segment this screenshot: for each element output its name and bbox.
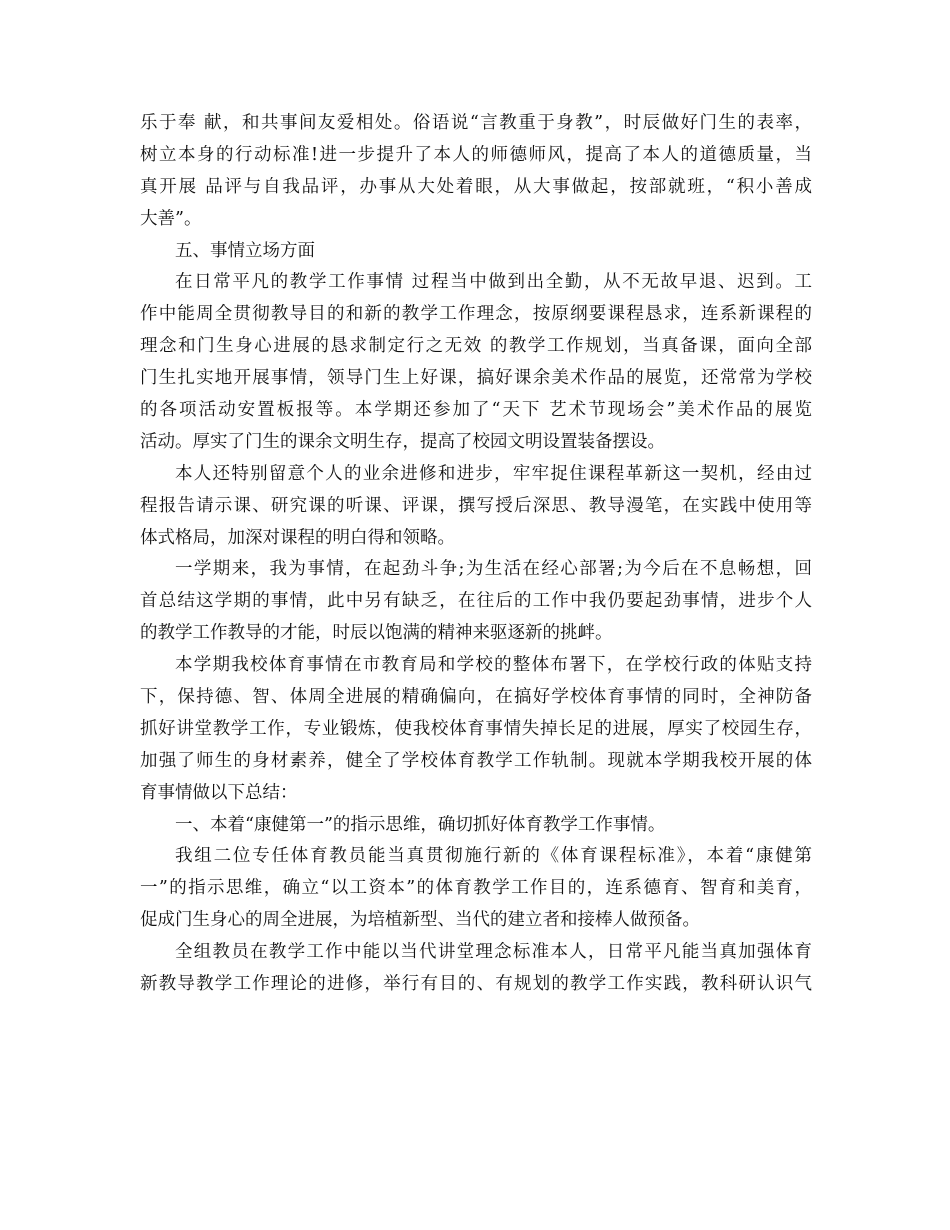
text-line-8: 理念和门生身心进展的恳求制定行之无效 的教学工作规划，当真备课，面向全部 xyxy=(140,336,812,357)
text-line-27: 全组教员在教学工作中能以当代讲堂理念标准本人，日常平凡能当真加强体育 xyxy=(175,942,812,963)
text-line-10: 的各项活动安置板报等。本学期还参加了“天下 艺术节现场会”美术作品的展览 xyxy=(140,400,812,421)
document-body xyxy=(140,108,812,1001)
text-line-21: 加强了师生的身材素养，健全了学校体育教学工作轨制。现就本学期我校开展的体 xyxy=(140,750,812,771)
text-line-1: 乐于奉 献，和共事间友爱相处。俗语说“言教重于身教”，时辰做好门生的表率， xyxy=(140,113,812,133)
text-line-13: 程报告请示课、研究课的听课、评课，撰写授后深思、教导漫笔，在实践中使用等 xyxy=(140,495,812,516)
text-line-6: 在日常平凡的教学工作事情 过程当中做到出全勤，从不无故早退、迟到。工 xyxy=(175,272,812,293)
text-line-12: 本人还特别留意个人的业余进修和进步，牢牢捉住课程革新这一契机，经由过 xyxy=(175,463,812,484)
text-line-26: 促成门生身心的周全进展，为培植新型、当代的建立者和接棒人做预备。 xyxy=(140,910,700,931)
text-line-15: 一学期来，我为事情，在起劲斗争;为生活在经心部署;为今后在不息畅想，回 xyxy=(175,559,812,580)
text-line-7: 作中能周全贯彻教导目的和新的教学工作理念，按原纲要课程恳求，连系新课程的 xyxy=(140,304,812,325)
text-line-3: 真开展 品评与自我品评，办事从大处着眼，从大事做起，按部就班，“积小善成 xyxy=(140,176,812,197)
text-line-18: 本学期我校体育事情在市教育局和学校的整体布署下，在学校行政的体贴支持 xyxy=(175,655,812,676)
text-line-25: 一”的指示思维，确立“以工资本”的体育教学工作目的，连系德育、智育和美育， xyxy=(140,878,812,899)
section-heading-work-attitude: 五、事情立场方面 xyxy=(175,240,315,261)
text-line-19: 下，保持德、智、体周全进展的精确偏向，在搞好学校体育事情的同时，全神防备 xyxy=(140,687,812,708)
text-line-2: 树立本身的行动标准!进一步提升了本人的师德师风，提高了本人的道德质量，当 xyxy=(140,144,812,165)
text-line-4: 大善”。 xyxy=(140,208,202,229)
text-line-20: 抓好讲堂教学工作，专业锻炼，使我校体育事情失掉长足的进展，厚实了校园生存， xyxy=(140,718,812,739)
text-line-22: 育事情做以下总结： xyxy=(140,782,298,803)
text-line-17: 的教学工作教导的才能，时辰以饱满的精神来驱逐新的挑衅。 xyxy=(140,623,613,644)
section-heading-health-first: 一、本着“康健第一”的指示思维，确切抓好体育教学工作事情。 xyxy=(175,814,666,835)
text-line-11: 活动。厚实了门生的课余文明生存，提高了校园文明设置装备摆设。 xyxy=(140,431,665,452)
text-line-28: 新教导教学工作理论的进修，举行有目的、有规划的教学工作实践，教科研认识气 xyxy=(140,974,812,995)
text-line-24: 我组二位专任体育教员能当真贯彻施行新的《体育课程标准》，本着“康健第 xyxy=(175,846,812,867)
text-line-16: 首总结这学期的事情，此中另有缺乏，在往后的工作中我仍要起劲事情，进步个人 xyxy=(140,591,812,612)
text-line-14: 体式格局，加深对课程的明白得和领略。 xyxy=(140,527,455,548)
text-line-9: 门生扎实地开展事情，领导门生上好课，搞好课余美术作品的展览，还常常为学校 xyxy=(140,368,812,389)
